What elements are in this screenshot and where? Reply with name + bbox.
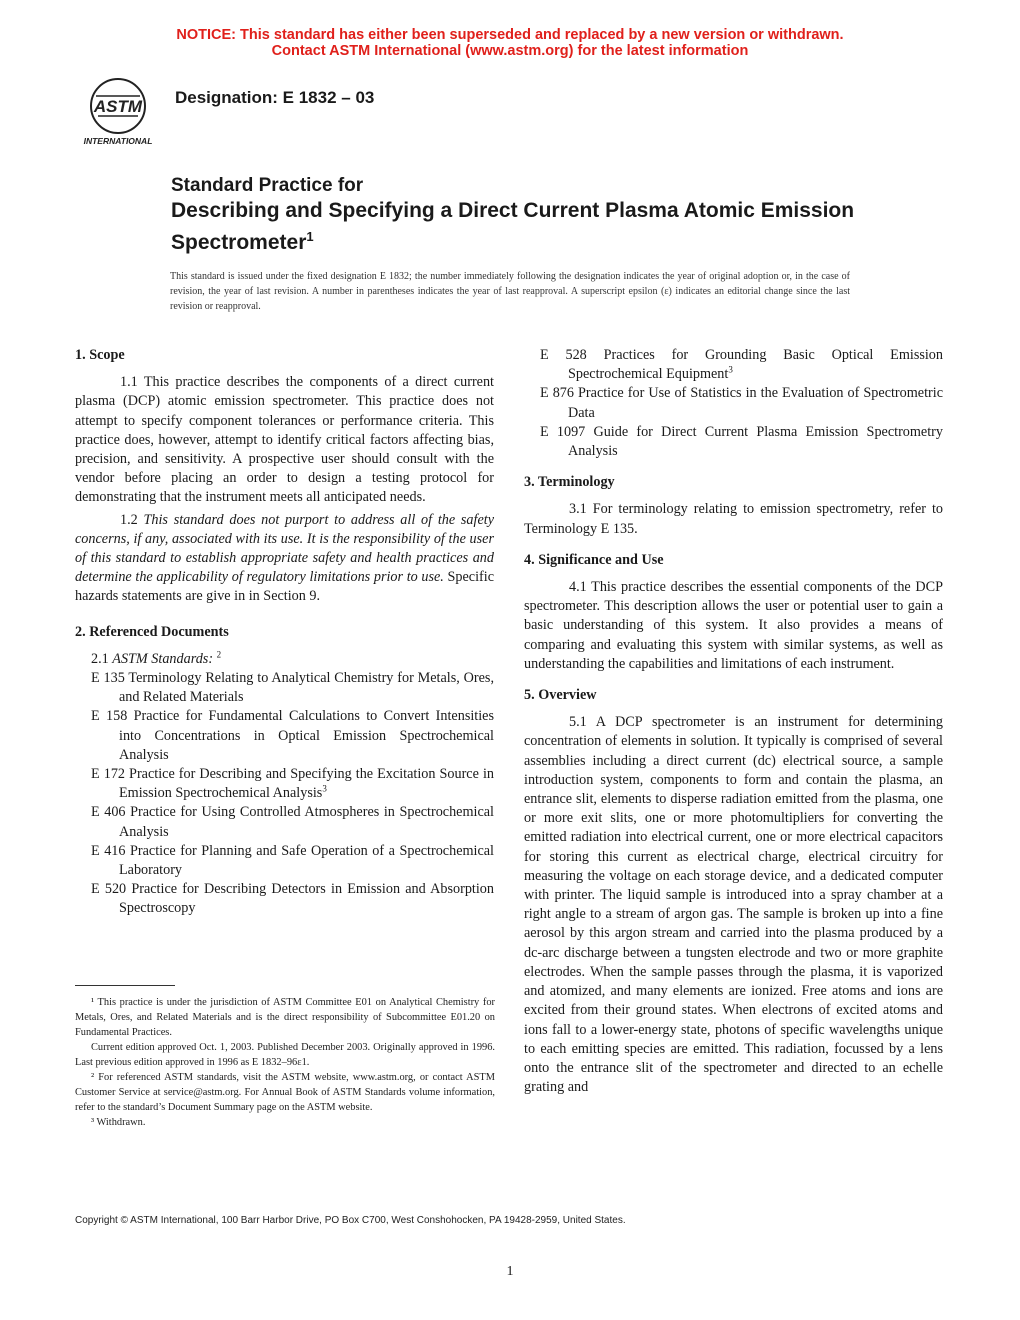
astm-logo xyxy=(76,76,160,148)
issue-note: This standard is issued under the fixed designation E 1832; the number immediately following the designation indicates the year of original adoption or, in the case of revision, the year of last revision. A number in parentheses indicates the year of last reapproval. A superscript epsilon (ε) indicates an editorial change since the last revision or reapproval. xyxy=(170,271,850,312)
footnote-rule xyxy=(75,985,175,986)
title-main-text: Describing and Specifying a Direct Current Plasma Atomic Emission Spectrometer xyxy=(171,199,855,254)
reference-item xyxy=(540,346,943,384)
reference-text: E 876 Practice for Use of Statistics in the Evaluation of Spectrometric Data xyxy=(540,385,943,421)
section-heading: 1. Scope xyxy=(75,347,125,363)
subsection-heading xyxy=(75,650,494,669)
reference-item xyxy=(91,880,494,918)
reference-text: E 406 Practice for Using Controlled Atmospheres in Spectrochemical Analysis xyxy=(91,804,494,840)
footnotes xyxy=(75,995,495,1130)
reference-item xyxy=(540,423,943,461)
safety-statement: This standard does not purport to address all of the safety concerns, if any, associated with its use. It is the responsibility of the user of this standard to establish appropriate safety and health practices and determine the applicability of regulatory limitations prior to use. xyxy=(75,511,494,586)
reference-text: E 135 Terminology Relating to Analytical Chemistry for Metals, Ores, and Related Materials xyxy=(91,670,494,706)
page-number: 1 xyxy=(506,1264,514,1279)
referenced-documents-continued xyxy=(524,346,943,461)
section-referenced-documents xyxy=(75,623,494,919)
reference-text: E 158 Practice for Fundamental Calculations to Convert Intensities into Concentrations in Optical Emission Spectrochemical Analysis xyxy=(91,708,494,763)
reference-text: E 1097 Guide for Direct Current Plasma Emission Spectrometry Analysis xyxy=(540,423,943,460)
paragraph: 4.1 This practice describes the essential components of the DCP spectrometer. This description allows the user or potential user to gain a basic understanding of this system. It also provides a means of comparing and evaluating this system with similar systems, as well as understanding the capabilities and limitations of each instrument. xyxy=(524,579,943,672)
section-terminology xyxy=(524,473,943,539)
footnote-mark: 2 xyxy=(216,649,222,660)
paragraph-number: 1.2 xyxy=(120,511,144,528)
notice-line-2: Contact ASTM International (www.astm.org) for the latest information xyxy=(271,43,749,59)
footnote-1-edition: Current edition approved Oct. 1, 2003. Published December 2003. Originally approved in 1996. Last previous edition approved in 1996 as E 1832–96ε1. xyxy=(75,1042,495,1068)
reference-item xyxy=(91,669,494,707)
section-significance xyxy=(524,551,943,674)
astm-logo-icon xyxy=(76,76,160,148)
paragraph: 3.1 For terminology relating to emission spectrometry, refer to Terminology E 135. xyxy=(524,501,943,537)
notice-line-1: NOTICE: This standard has either been superseded and replaced by a new version or withdrawn. xyxy=(176,27,844,43)
title-block xyxy=(171,174,951,256)
section-heading: 5. Overview xyxy=(524,687,597,704)
left-column xyxy=(75,346,494,935)
paragraph: 5.1 A DCP spectrometer is an instrument for determining concentration of elements in solution. It typically is comprised of several assemblies including a direct current (dc) electrical source, a sample introduction system, components to form and contain the plasma, an entrance slit, elements to disperse radiation emitted from the plasma, one or more exit slits, one or more photomultipliers for converting the emitted radiation into electrical current, one or more electrical capacitors for storing this current as electrical charge, electrical circuitry for measuring the voltage on each storage device, and a dedicated computer with printer. The liquid sample is introduced into a spray chamber at a right angle to a stream of argon gas. The sample is broken up into a fine aerosol by this argon stream and carried into the plasma produced by a dc-arc discharge between a tungsten electrode and two or more graphite electrodes. When the sample passes through the plasma, it is vaporized and atomized, and many elements are ionized. Free atoms and ions are excited from their ground states. When electrons of excited atoms and ions fall to a lower-energy state, photons of specific wavelengths unique to each emitting species are emitted. This radiation, focussed by a lens onto the entrance slit of the spectrometer and directed to an echelle grating and xyxy=(524,714,943,1096)
footnote-2: ² For referenced ASTM standards, visit the ASTM website, www.astm.org, or contact ASTM Customer Service at service@astm.org. For Annual Book of ASTM Standards volume information, refer to the standard’s Document Summary page on the ASTM website. xyxy=(75,1072,495,1113)
copyright: Copyright © ASTM International, 100 Barr Harbor Drive, PO Box C700, West Conshohocken, PA 19428-2959, United States. xyxy=(75,1215,626,1226)
section-scope xyxy=(75,346,494,607)
svg-text:INTERNATIONAL: INTERNATIONAL xyxy=(83,136,153,146)
section-heading: 4. Significance and Use xyxy=(524,551,664,568)
title-main xyxy=(171,198,871,256)
reference-item xyxy=(91,842,494,880)
subsection-title: ASTM Standards: xyxy=(112,650,214,667)
paragraph xyxy=(75,511,494,607)
paragraph: 1.1 This practice describes the components of a direct current plasma (DCP) atomic emission spectrometer. This practice does not attempt to specify component tolerances or performance criteria. This practice does, however, attempt to identify critical factors affecting bias, precision, and sensitivity. A prospective user should consult with the vendor before placing an order to design a testing protocol for demonstrating that the instrument meets all anticipated needs. xyxy=(75,374,494,506)
subsection-number: 2.1 xyxy=(91,650,113,667)
reference-text: E 172 Practice for Describing and Specifying the Excitation Source in Emission Spectrochemical Analysis xyxy=(91,766,494,802)
footnote-1: ¹ This practice is under the jurisdiction of ASTM Committee E01 on Analytical Chemistry for Metals, Ores, and Related Materials and is the direct responsibility of Subcommittee E01.20 on Fundamental Practices. xyxy=(75,997,495,1038)
section-heading: 3. Terminology xyxy=(524,474,615,491)
reference-text: E 520 Practice for Describing Detectors in Emission and Absorption Spectroscopy xyxy=(91,881,494,917)
reference-item xyxy=(91,765,494,803)
reference-item xyxy=(91,803,494,841)
footnote-mark: 3 xyxy=(728,364,733,375)
reference-text: E 416 Practice for Planning and Safe Operation of a Spectrochemical Laboratory xyxy=(91,842,494,879)
supersession-notice xyxy=(0,27,1020,59)
paragraph-text: Specific hazards statements are give in in Section 9. xyxy=(75,569,495,605)
footnote-3: ³ Withdrawn. xyxy=(91,1117,146,1128)
title-footnote-mark: 1 xyxy=(306,229,314,244)
designation: Designation: E 1832 – 03 xyxy=(175,88,375,107)
title-pre: Standard Practice for xyxy=(171,175,364,196)
footnote-mark: 3 xyxy=(322,783,327,794)
section-heading: 2. Referenced Documents xyxy=(75,623,229,640)
reference-item xyxy=(91,707,494,765)
right-column xyxy=(524,346,943,1113)
svg-text:ASTM: ASTM xyxy=(93,97,143,116)
reference-item xyxy=(540,384,943,422)
reference-text: E 528 Practices for Grounding Basic Optical Emission Spectrochemical Equipment xyxy=(540,347,943,383)
section-overview xyxy=(524,686,943,1097)
